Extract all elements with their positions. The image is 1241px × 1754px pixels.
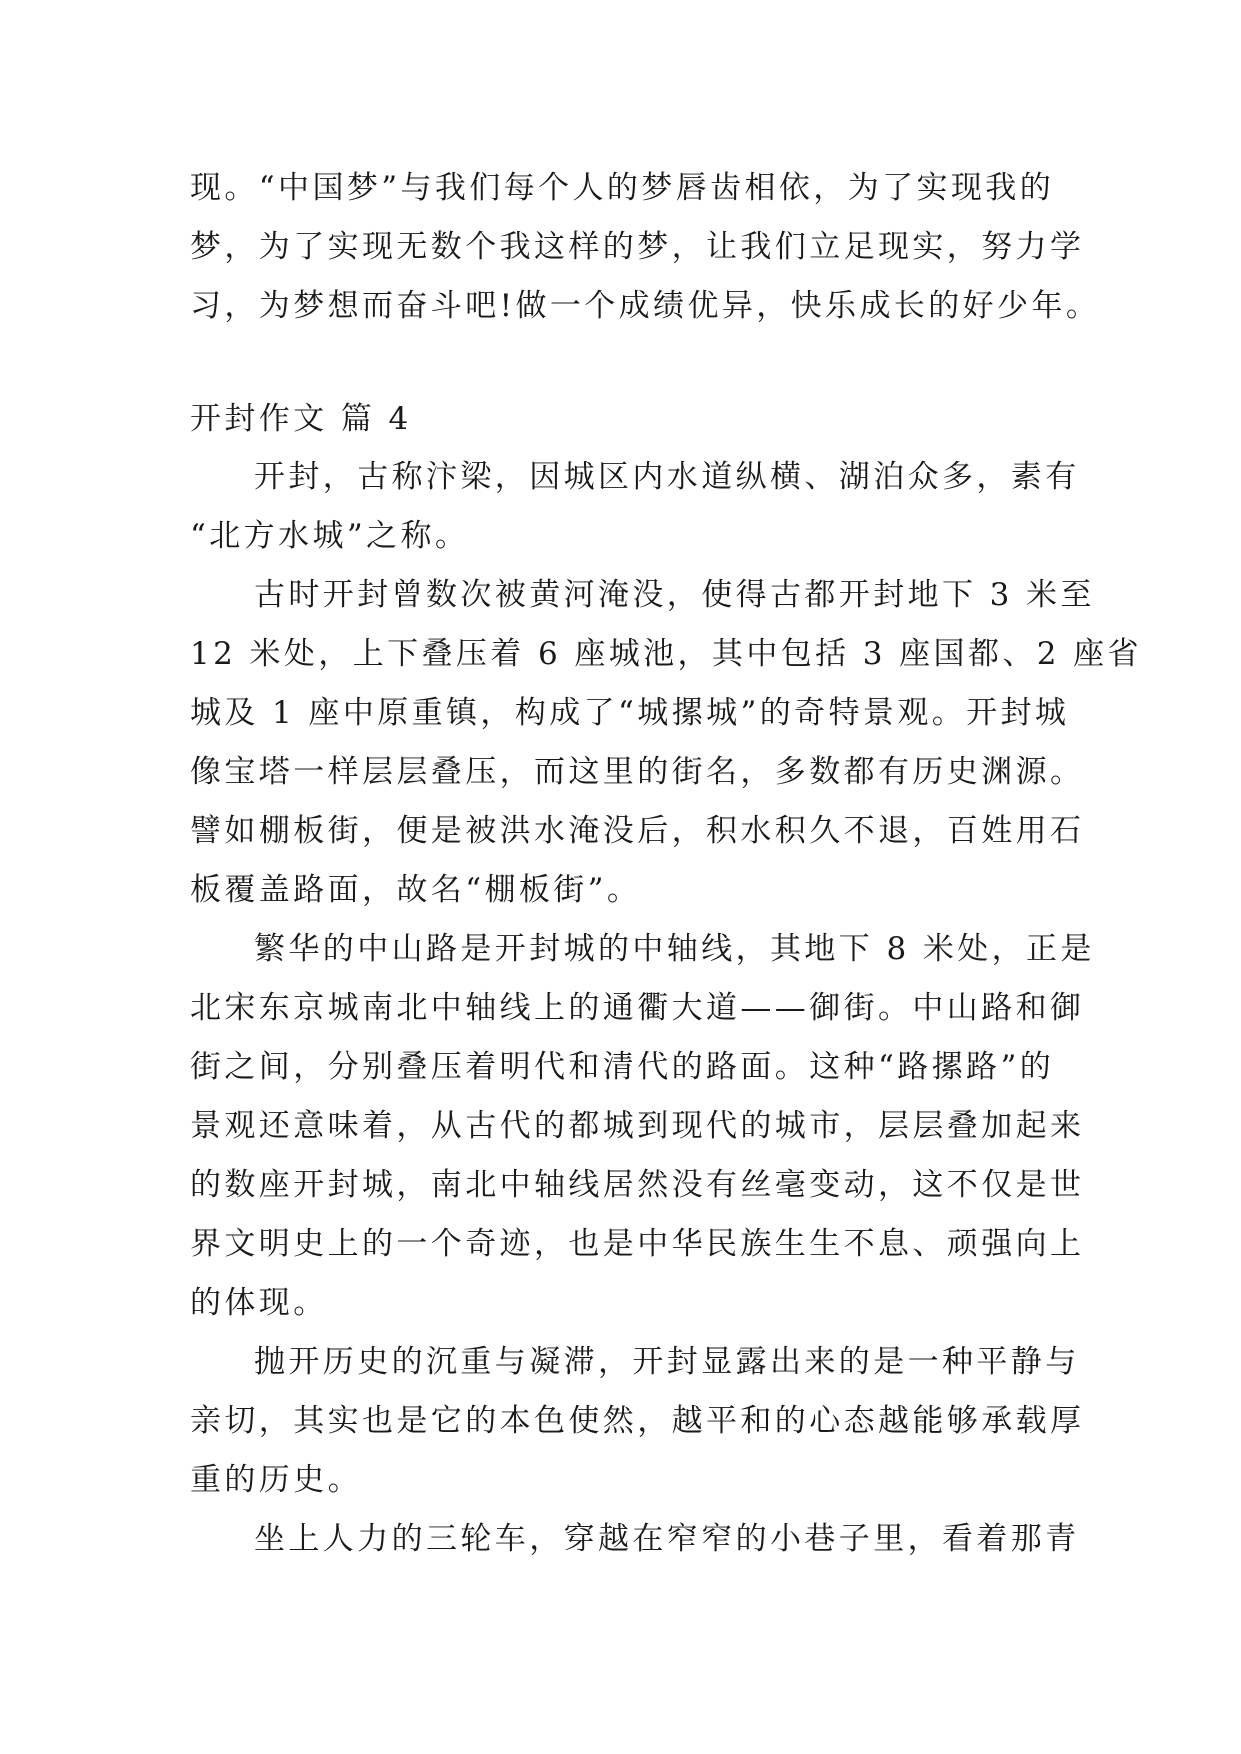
text-line: 梦，为了实现无数个我这样的梦，让我们立足现实，努力学 — [190, 229, 1085, 265]
paragraph-line: 12 米处，上下叠压着 6 座城池，其中包括 3 座国都、2 座省 — [190, 636, 1142, 672]
paragraph-line: 坐上人力的三轮车，穿越在窄窄的小巷子里，看着那青 — [254, 1521, 1080, 1557]
paragraph-line: 的体现。 — [190, 1285, 328, 1321]
paragraph-line: 亲切，其实也是它的本色使然，越平和的心态越能够承载厚 — [190, 1403, 1085, 1439]
section-title: 开封作文 篇 4 — [190, 401, 412, 437]
paragraph-line: 繁华的中山路是开封城的中轴线，其地下 8 米处，正是 — [254, 931, 1095, 967]
paragraph-line: 的数座开封城，南北中轴线居然没有丝毫变动，这不仅是世 — [190, 1167, 1085, 1203]
paragraph-line: 重的历史。 — [190, 1462, 362, 1498]
text-line: 现。“中国梦”与我们每个人的梦唇齿相依，为了实现我的 — [190, 170, 1055, 206]
paragraph-line: 板覆盖路面，故名“棚板街”。 — [190, 872, 642, 908]
paragraph-line: 古时开封曾数次被黄河淹没，使得古都开封地下 3 米至 — [254, 577, 1095, 613]
paragraph-line: 景观还意味着，从古代的都城到现代的城市，层层叠加起来 — [190, 1108, 1085, 1144]
paragraph-line: 像宝塔一样层层叠压，而这里的街名，多数都有历史渊源。 — [190, 754, 1085, 790]
paragraph-line: 抛开历史的沉重与凝滞，开封显露出来的是一种平静与 — [254, 1344, 1080, 1380]
paragraph-line: 开封，古称汴梁，因城区内水道纵横、湖泊众多，素有 — [254, 459, 1080, 495]
paragraph-line: 譬如棚板街，便是被洪水淹没后，积水积久不退，百姓用石 — [190, 813, 1085, 849]
paragraph-line: 界文明史上的一个奇迹，也是中华民族生生不息、顽强向上 — [190, 1226, 1085, 1262]
text-line: 习，为梦想而奋斗吧!做一个成绩优异，快乐成长的好少年。 — [190, 288, 1101, 324]
paragraph-line: “北方水城”之称。 — [190, 518, 470, 554]
paragraph-line: 城及 1 座中原重镇，构成了“城摞城”的奇特景观。开封城 — [190, 695, 1070, 731]
paragraph-line: 北宋东京城南北中轴线上的通衢大道——御街。中山路和御 — [190, 990, 1085, 1026]
paragraph-line: 街之间，分别叠压着明代和清代的路面。这种“路摞路”的 — [190, 1049, 1055, 1085]
